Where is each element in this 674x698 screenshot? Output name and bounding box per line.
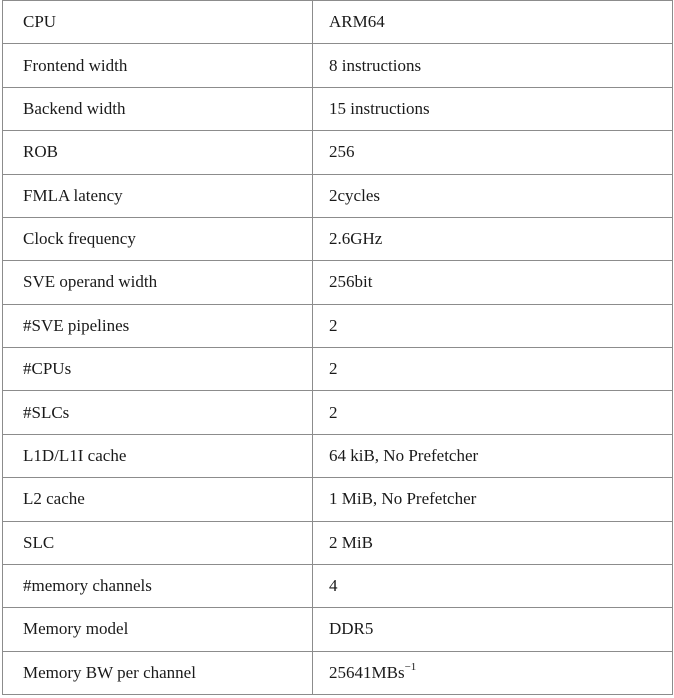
- param-cell: SVE operand width: [3, 261, 313, 304]
- param-cell: L2 cache: [3, 478, 313, 521]
- param-cell: #CPUs: [3, 348, 313, 391]
- value-cell: 2.6GHz: [313, 217, 673, 260]
- table-row: [3, 564, 673, 607]
- value-cell: [313, 651, 673, 694]
- value-cell: 256: [313, 131, 673, 174]
- table-row: [3, 131, 673, 174]
- table-row: [3, 434, 673, 477]
- param-cell: CPU: [3, 1, 313, 44]
- table-row: [3, 261, 673, 304]
- table-row: [3, 651, 673, 694]
- value-cell: 2: [313, 304, 673, 347]
- spec-table: [2, 0, 673, 695]
- param-cell: Frontend width: [3, 44, 313, 87]
- table-row: [3, 521, 673, 564]
- param-cell: Memory BW per channel: [3, 651, 313, 694]
- param-cell: #memory channels: [3, 564, 313, 607]
- value-cell: DDR5: [313, 608, 673, 651]
- table-row: [3, 1, 673, 44]
- value-exponent: −1: [404, 661, 417, 674]
- param-cell: L1D/L1I cache: [3, 434, 313, 477]
- table-row: [3, 391, 673, 434]
- table-row: [3, 478, 673, 521]
- param-cell: SLC: [3, 521, 313, 564]
- param-cell: #SVE pipelines: [3, 304, 313, 347]
- param-cell: Backend width: [3, 87, 313, 130]
- table-row: [3, 217, 673, 260]
- value-cell: 15 instructions: [313, 87, 673, 130]
- table-row: [3, 87, 673, 130]
- value-text: 25641MBs: [329, 662, 405, 682]
- value-cell: 2: [313, 391, 673, 434]
- value-cell: 4: [313, 564, 673, 607]
- param-cell: Memory model: [3, 608, 313, 651]
- value-cell: 64 kiB, No Prefetcher: [313, 434, 673, 477]
- value-cell: 1 MiB, No Prefetcher: [313, 478, 673, 521]
- table-row: [3, 44, 673, 87]
- value-cell: 2cycles: [313, 174, 673, 217]
- table-row: [3, 304, 673, 347]
- table-row: [3, 608, 673, 651]
- table-row: [3, 348, 673, 391]
- value-cell: 8 instructions: [313, 44, 673, 87]
- param-cell: Clock frequency: [3, 217, 313, 260]
- param-cell: FMLA latency: [3, 174, 313, 217]
- table-row: [3, 174, 673, 217]
- value-cell: 2: [313, 348, 673, 391]
- param-cell: #SLCs: [3, 391, 313, 434]
- value-cell: 256bit: [313, 261, 673, 304]
- value-cell: ARM64: [313, 1, 673, 44]
- param-cell: ROB: [3, 131, 313, 174]
- value-cell: 2 MiB: [313, 521, 673, 564]
